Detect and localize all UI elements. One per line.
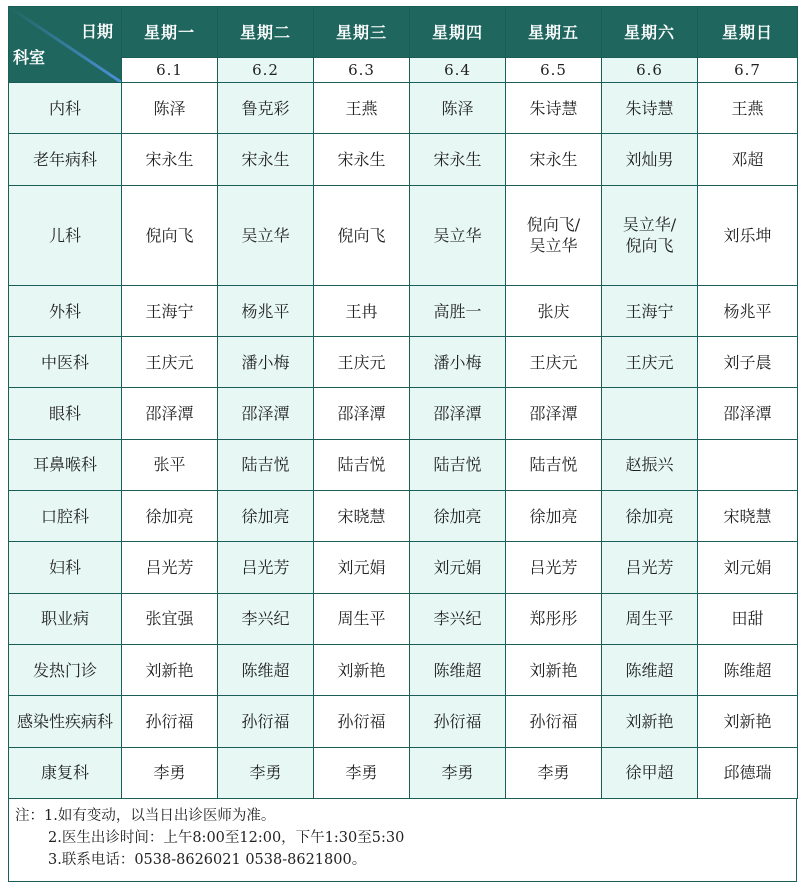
doctor-cell: 刘新艳 — [698, 696, 798, 747]
header-day-7: 星期日 — [698, 7, 798, 58]
doctor-cell: 陈维超 — [602, 644, 698, 695]
doctor-cell: 陈泽 — [410, 83, 506, 134]
doctor-cell: 刘元娟 — [314, 542, 410, 593]
doctor-cell: 刘新艳 — [122, 644, 218, 695]
doctor-cell: 徐加亮 — [122, 491, 218, 542]
doctor-cell: 王海宁 — [602, 285, 698, 336]
doctor-cell: 潘小梅 — [218, 337, 314, 388]
table-row — [9, 185, 798, 285]
doctor-cell: 刘元娟 — [698, 542, 798, 593]
doctor-cell: 孙衍福 — [122, 696, 218, 747]
department-cell: 外科 — [9, 285, 122, 336]
doctor-cell: 周生平 — [314, 593, 410, 644]
doctor-cell: 李勇 — [410, 747, 506, 798]
doctor-cell: 李勇 — [122, 747, 218, 798]
department-cell: 中医科 — [9, 337, 122, 388]
doctor-cell: 张宜强 — [122, 593, 218, 644]
header-day-4: 星期四 — [410, 7, 506, 58]
doctor-cell: 王冉 — [314, 285, 410, 336]
doctor-cell: 陈维超 — [218, 644, 314, 695]
doctor-cell: 李兴纪 — [410, 593, 506, 644]
header-date-5: 6.5 — [506, 58, 602, 83]
doctor-cell: 宋永生 — [410, 134, 506, 185]
doctor-cell: 孙衍福 — [506, 696, 602, 747]
doctor-cell: 吕光芳 — [122, 542, 218, 593]
doctor-cell: 邵泽潭 — [122, 388, 218, 439]
table-row — [9, 388, 798, 439]
doctor-cell: 陈维超 — [410, 644, 506, 695]
doctor-cell — [698, 439, 798, 490]
doctor-cell: 王庆元 — [122, 337, 218, 388]
doctor-cell: 倪向飞 — [122, 185, 218, 285]
notes-section — [8, 799, 797, 882]
doctor-cell: 倪向飞 — [314, 185, 410, 285]
doctor-cell: 张平 — [122, 439, 218, 490]
table-row — [9, 285, 798, 336]
doctor-cell: 邵泽潭 — [698, 388, 798, 439]
doctor-cell: 张庆 — [506, 285, 602, 336]
table-row — [9, 696, 798, 747]
note-line-1: 注：1.如有变动，以当日出诊医师为准。 — [15, 808, 276, 824]
doctor-cell: 陆吉悦 — [410, 439, 506, 490]
doctor-cell: 吕光芳 — [218, 542, 314, 593]
doctor-cell: 徐加亮 — [506, 491, 602, 542]
corner-date-label: 日期 — [80, 22, 113, 41]
doctor-cell: 陈维超 — [698, 644, 798, 695]
note-line-2: 2.医生出诊时间：上午8:00至12:00，下午1:30至5:30 — [48, 830, 405, 846]
doctor-cell: 邓超 — [698, 134, 798, 185]
header-day-row — [9, 7, 798, 58]
doctor-cell: 周生平 — [602, 593, 698, 644]
department-cell: 老年病科 — [9, 134, 122, 185]
doctor-cell: 徐甲超 — [602, 747, 698, 798]
doctor-cell: 王海宁 — [122, 285, 218, 336]
diagonal-divider — [9, 7, 121, 82]
doctor-cell: 宋永生 — [122, 134, 218, 185]
table-row — [9, 593, 798, 644]
doctor-cell: 李勇 — [506, 747, 602, 798]
table-row — [9, 644, 798, 695]
corner-header-cell — [9, 7, 122, 83]
doctor-cell: 刘子晨 — [698, 337, 798, 388]
doctor-cell — [602, 388, 698, 439]
table-row — [9, 542, 798, 593]
doctor-cell: 朱诗慧 — [506, 83, 602, 134]
doctor-cell: 孙衍福 — [410, 696, 506, 747]
header-date-1: 6.1 — [122, 58, 218, 83]
doctor-cell: 赵振兴 — [602, 439, 698, 490]
table-row — [9, 337, 798, 388]
header-date-row — [9, 58, 798, 83]
doctor-cell: 徐加亮 — [218, 491, 314, 542]
doctor-cell: 刘新艳 — [602, 696, 698, 747]
department-cell: 眼科 — [9, 388, 122, 439]
doctor-cell: 杨兆平 — [698, 285, 798, 336]
doctor-cell: 陆吉悦 — [506, 439, 602, 490]
doctor-cell: 潘小梅 — [410, 337, 506, 388]
department-cell: 耳鼻喉科 — [9, 439, 122, 490]
department-cell: 儿科 — [9, 185, 122, 285]
doctor-cell: 邵泽潭 — [218, 388, 314, 439]
doctor-name-line-2: 倪向飞 — [625, 236, 674, 256]
doctor-name-line-2: 吴立华 — [529, 236, 578, 256]
schedule-body — [9, 83, 798, 799]
doctor-cell: 邵泽潭 — [410, 388, 506, 439]
header-day-3: 星期三 — [314, 7, 410, 58]
doctor-cell: 李勇 — [218, 747, 314, 798]
table-row — [9, 747, 798, 798]
table-row — [9, 83, 798, 134]
doctor-cell: 邵泽潭 — [506, 388, 602, 439]
doctor-cell: 刘新艳 — [506, 644, 602, 695]
doctor-cell: 孙衍福 — [314, 696, 410, 747]
doctor-cell: 吴立华 — [218, 185, 314, 285]
department-cell: 内科 — [9, 83, 122, 134]
doctor-cell: 宋晓慧 — [698, 491, 798, 542]
header-day-5: 星期五 — [506, 7, 602, 58]
doctor-cell: 孙衍福 — [218, 696, 314, 747]
doctor-cell: 王庆元 — [506, 337, 602, 388]
doctor-cell: 杨兆平 — [218, 285, 314, 336]
department-cell: 感染性疾病科 — [9, 696, 122, 747]
doctor-cell: 陆吉悦 — [218, 439, 314, 490]
department-cell: 康复科 — [9, 747, 122, 798]
duty-schedule-table — [8, 6, 798, 799]
doctor-cell: 吕光芳 — [506, 542, 602, 593]
doctor-cell: 李勇 — [314, 747, 410, 798]
doctor-name-line-1: 倪向飞/ — [526, 215, 581, 235]
doctor-cell: 宋永生 — [314, 134, 410, 185]
doctor-cell: 徐加亮 — [410, 491, 506, 542]
doctor-cell: 王燕 — [314, 83, 410, 134]
header-date-2: 6.2 — [218, 58, 314, 83]
department-cell: 职业病 — [9, 593, 122, 644]
doctor-cell: 刘灿男 — [602, 134, 698, 185]
doctor-cell: 李兴纪 — [218, 593, 314, 644]
table-row — [9, 134, 798, 185]
header-date-6: 6.6 — [602, 58, 698, 83]
header-date-4: 6.4 — [410, 58, 506, 83]
header-date-3: 6.3 — [314, 58, 410, 83]
doctor-cell: 王庆元 — [314, 337, 410, 388]
doctor-cell: 陆吉悦 — [314, 439, 410, 490]
department-cell: 妇科 — [9, 542, 122, 593]
doctor-cell: 郑彤彤 — [506, 593, 602, 644]
doctor-cell: 邵泽潭 — [314, 388, 410, 439]
table-row — [9, 491, 798, 542]
doctor-cell: 邱德瑞 — [698, 747, 798, 798]
doctor-cell — [602, 185, 698, 285]
table-row — [9, 439, 798, 490]
doctor-cell: 吴立华 — [410, 185, 506, 285]
doctor-cell: 王庆元 — [602, 337, 698, 388]
doctor-cell — [506, 185, 602, 285]
department-cell: 口腔科 — [9, 491, 122, 542]
doctor-cell: 刘乐坤 — [698, 185, 798, 285]
doctor-cell: 鲁克彩 — [218, 83, 314, 134]
doctor-name-line-1: 吴立华/ — [622, 215, 677, 235]
doctor-cell: 宋晓慧 — [314, 491, 410, 542]
corner-dept-label: 科室 — [13, 48, 46, 67]
department-cell: 发热门诊 — [9, 644, 122, 695]
doctor-cell: 朱诗慧 — [602, 83, 698, 134]
doctor-cell: 刘元娟 — [410, 542, 506, 593]
doctor-cell: 宋永生 — [218, 134, 314, 185]
doctor-cell: 徐加亮 — [602, 491, 698, 542]
doctor-cell: 宋永生 — [506, 134, 602, 185]
doctor-cell: 刘新艳 — [314, 644, 410, 695]
header-day-6: 星期六 — [602, 7, 698, 58]
header-day-1: 星期一 — [122, 7, 218, 58]
header-date-7: 6.7 — [698, 58, 798, 83]
doctor-cell: 陈泽 — [122, 83, 218, 134]
note-line-3: 3.联系电话：0538-8626021 0538-8621800。 — [48, 852, 367, 868]
doctor-cell: 高胜一 — [410, 285, 506, 336]
doctor-cell: 王燕 — [698, 83, 798, 134]
doctor-cell: 田甜 — [698, 593, 798, 644]
doctor-cell: 吕光芳 — [602, 542, 698, 593]
header-day-2: 星期二 — [218, 7, 314, 58]
